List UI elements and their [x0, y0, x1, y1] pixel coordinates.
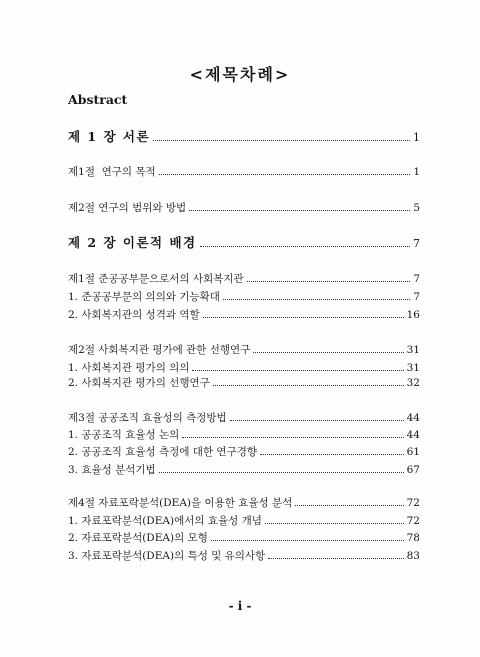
toc-item-entry [68, 548, 420, 564]
dot-leader [159, 174, 411, 175]
toc-entry-label: 1. 준공공부문의 의의와 기능확대 [68, 291, 220, 303]
toc-section-entry [68, 495, 420, 511]
dot-leader [268, 558, 403, 559]
dot-leader [223, 299, 410, 300]
dot-leader [192, 370, 403, 371]
toc-section-entry [68, 342, 420, 358]
toc-item-entry [68, 530, 420, 546]
dot-leader [189, 210, 410, 211]
toc-page-number: 72 [406, 515, 420, 527]
toc-page-number: 78 [406, 532, 420, 544]
page-footer: - i - [228, 599, 252, 613]
dot-leader [203, 317, 404, 318]
toc-item-entry [68, 427, 420, 443]
toc-chapter-entry [68, 129, 420, 146]
toc-item-entry [68, 513, 420, 529]
toc-entry-label: 제1절 준공공부문으로서의 사회복지관 [68, 273, 244, 285]
toc-page-number: 1 [413, 166, 420, 178]
abstract-heading: Abstract [68, 92, 128, 107]
toc-entry-label: 2. 사회복지관 평가의 선행연구 [68, 377, 210, 389]
toc-section-entry [68, 410, 420, 426]
toc-entry-label: 1. 사회복지관 평가의 의의 [68, 362, 190, 374]
dot-leader [159, 472, 404, 473]
toc-page-number: 7 [413, 273, 420, 285]
toc-entry-label: 제2절 연구의 범위와 방법 [68, 202, 187, 214]
toc-section-entry [68, 164, 420, 180]
toc-entry-label: 1. 자료포락분석(DEA)에서의 효율성 개념 [68, 515, 262, 527]
toc-chapter-entry [68, 235, 420, 252]
dot-leader [182, 437, 403, 438]
toc-item-entry [68, 444, 420, 460]
dot-leader [260, 454, 404, 455]
dot-leader [211, 540, 404, 541]
toc-page-number: 16 [406, 309, 420, 321]
toc-page-number: 7 [413, 291, 420, 303]
toc-entry-label: 제4절 자료포락분석(DEA)을 이용한 효율성 분석 [68, 497, 293, 509]
toc-page-number: 32 [406, 377, 420, 389]
toc-entry-label: 2. 공공조직 효율성 측정에 대한 연구경향 [68, 446, 257, 458]
dot-leader [230, 420, 404, 421]
toc-entry-label: 2. 자료포락분석(DEA)의 모형 [68, 532, 208, 544]
toc-item-entry [68, 360, 420, 376]
toc-entry-label: 제3절 공공조직 효율성의 측정방법 [68, 412, 227, 424]
dot-leader [213, 385, 404, 386]
toc-page-number: 1 [413, 131, 420, 144]
toc-item-entry [68, 307, 420, 323]
dot-leader [295, 505, 403, 506]
toc-page-number: 7 [413, 237, 420, 250]
dot-leader [200, 246, 410, 247]
toc-entry-label: 2. 사회복지관의 성격과 역할 [68, 309, 200, 321]
toc-page-number: 31 [406, 344, 420, 356]
toc-section-entry [68, 271, 420, 287]
toc-page-number: 31 [406, 362, 420, 374]
toc-page-number: 72 [406, 497, 420, 509]
toc-entry-label: 1. 공공조직 효율성 논의 [68, 429, 180, 441]
toc-entry-label: 3. 자료포락분석(DEA)의 특성 및 유의사항 [68, 550, 266, 562]
toc-entry-label: 제 1 장 서론 [68, 129, 151, 144]
toc-entry-label: 3. 효율성 분석기법 [68, 464, 156, 476]
toc-item-entry [68, 289, 420, 305]
toc-page-number: 67 [406, 464, 420, 476]
toc-page-number: 44 [406, 412, 420, 424]
toc-entry-label: 제2절 사회복지관 평가에 관한 선행연구 [68, 344, 251, 356]
toc-page-number: 44 [406, 429, 420, 441]
dot-leader [265, 523, 404, 524]
toc-entry-label: 제 2 장 이론적 배경 [68, 235, 197, 250]
toc-item-entry [68, 375, 420, 391]
dot-leader [247, 281, 411, 282]
dot-leader [253, 352, 403, 353]
toc-item-entry [68, 462, 420, 478]
toc-page-number: 61 [406, 446, 420, 458]
toc-page-number: 83 [406, 550, 420, 562]
toc-entry-label: 제1절 연구의 목적 [68, 166, 156, 178]
dot-leader [153, 140, 410, 141]
page-title: <제목차례> [189, 65, 291, 84]
toc-page-number: 5 [413, 202, 420, 214]
toc-section-entry [68, 200, 420, 216]
